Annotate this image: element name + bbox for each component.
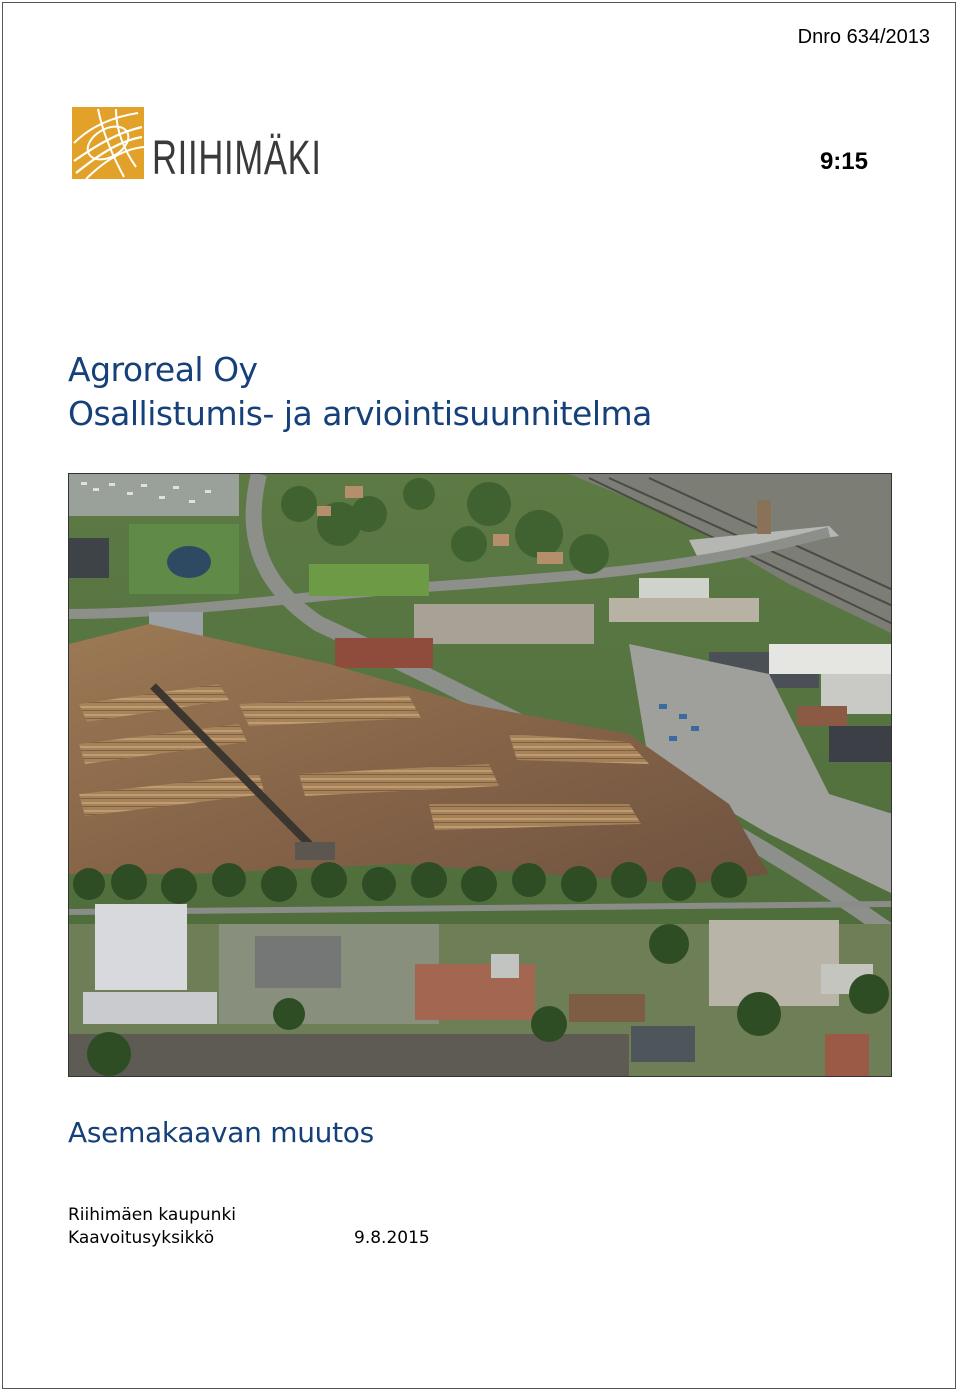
document-footer (68, 1204, 430, 1250)
record-number: Dnro 634/2013 (797, 26, 930, 48)
city-logo (72, 107, 332, 183)
aerial-photo-illustration (69, 474, 892, 1077)
logo-wordmark: RIIHIMÄKI (152, 132, 322, 185)
title-plan-name: Osallistumis- ja arviointisuunnitelma (68, 394, 652, 433)
footer-unit: Kaavoitusyksikkö (68, 1228, 215, 1248)
document-number: 9:15 (819, 148, 868, 175)
title-company: Agroreal Oy (68, 350, 258, 389)
footer-date: 9.8.2015 (354, 1228, 430, 1248)
aerial-photo (68, 473, 892, 1077)
plan-subtitle: Asemakaavan muutos (68, 1116, 374, 1149)
document-title (68, 348, 652, 436)
footer-organization: Riihimäen kaupunki (68, 1205, 237, 1225)
logo-mark-icon (72, 107, 144, 179)
